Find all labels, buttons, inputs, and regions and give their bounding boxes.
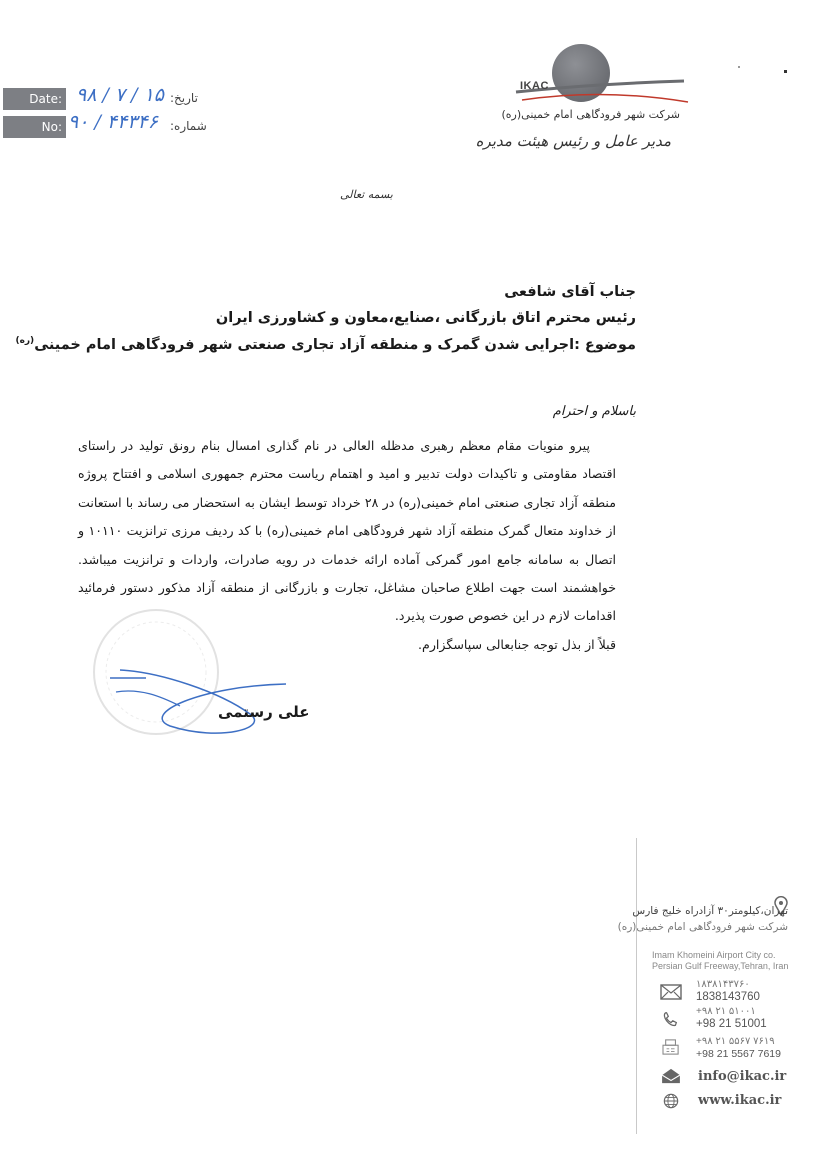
- postal-code-fa: ۱۸۳۸۱۴۳۷۶۰: [696, 979, 750, 990]
- date-label-en: Date:: [29, 92, 62, 106]
- signer-name: علی رستمی: [218, 703, 310, 721]
- besmeh: بسمه تعالی: [340, 188, 393, 201]
- footer-divider: [636, 838, 637, 1134]
- email-icon: [660, 1068, 682, 1084]
- footer-address-en-1: Imam Khomeini Airport City co.: [652, 950, 776, 960]
- fax-number: +98 21 5567 7619: [696, 1048, 781, 1060]
- date-label-box: [3, 88, 66, 110]
- number-value: ۹۰ / ۴۴۳۴۶: [68, 111, 158, 133]
- addressee-title: رئیس محترم اتاق بازرگانی ،صنایع،معاون و کشاورزی ایران: [215, 310, 636, 326]
- website-url: www.ikac.ir: [698, 1093, 782, 1108]
- salutation: باسلام و احترام: [552, 404, 636, 419]
- fax-fa: +۹۸ ۲۱ ۵۵۶۷ ۷۶۱۹: [696, 1036, 775, 1047]
- number-label-box: [3, 116, 66, 138]
- footer-address-fa-2: شرکت شهر فرودگاهی امام خمینی(ره): [617, 921, 788, 933]
- email-address: info@ikac.ir: [698, 1069, 787, 1084]
- body-paragraph: پیرو منویات مقام معظم رهبری مدظله العالی در نام گذاری امسال بنام رونق تولید در راستای اقتصاد مقاومتی و تاکیدات دولت تدبیر و امید و اهتمام ریاست محترم جمهوری اسلامی و افتتاح پروژه منطقه آزاد تجاری صنعتی امام خمینی(ره) در ۲۸ خرداد توسط ایشان به استحضار می رساند با استعانت از خداوند متعال گمرک منطقه آزاد شهر فرودگاهی امام خمینی(ره) با کد ردیف مرزی ترانزیت ۱۰۱۱۰ و اتصال به سامانه جامع امور گمرکی آماده ارائه خدمات در رویه صادرات، واردات و ترانزیت میباشد. خواهشمند است جهت اطلاع صاحبان مشاغل، تجارت و بازرگانی از منطقه آزاد مذکور دستور فرمائید اقدامات لازم در این خصوص صورت پذیرد.: [78, 438, 616, 624]
- closing-line: قبلاً از بذل توجه جنابعالی سپاسگزارم.: [418, 636, 616, 652]
- addressee-name: جناب آقای شافعی: [504, 284, 636, 300]
- speck: [784, 70, 787, 73]
- phone-number: +98 21 51001: [696, 1018, 767, 1030]
- subject-line: [15, 336, 636, 353]
- envelope-icon: [660, 984, 682, 1000]
- phone-icon: [660, 1011, 682, 1027]
- number-label-en: No:: [41, 120, 62, 134]
- date-value: ۹۸ / ۷ / ۱۵: [76, 84, 164, 106]
- signature-scribble: [100, 662, 300, 742]
- fax-icon: [660, 1039, 682, 1055]
- phone-fa: +۹۸ ۲۱ ۵۱۰۰۱: [696, 1006, 756, 1017]
- ceo-title: مدیر عامل و رئیس هیئت مدیره: [475, 132, 671, 150]
- speck: [738, 66, 740, 68]
- postal-code: 1838143760: [696, 991, 760, 1003]
- subject-text: موضوع :اجرایی شدن گمرک و منطقه آزاد تجاری صنعتی شهر فرودگاهی امام خمینی: [34, 336, 636, 353]
- company-name: شرکت شهر فرودگاهی امام خمینی(ره): [501, 108, 680, 121]
- date-label-fa: تاریخ:: [170, 91, 198, 105]
- logo-text: IKAC: [520, 80, 549, 92]
- footer-address-en-2: Persian Gulf Freeway,Tehran, Iran: [652, 961, 789, 971]
- subject-sup: (ره): [15, 336, 35, 346]
- globe-icon: [660, 1093, 682, 1109]
- footer-address-fa-1: تهران،کیلومتر۳۰ آزادراه خلیج فارس: [632, 905, 788, 917]
- number-label-fa: شماره:: [170, 119, 207, 133]
